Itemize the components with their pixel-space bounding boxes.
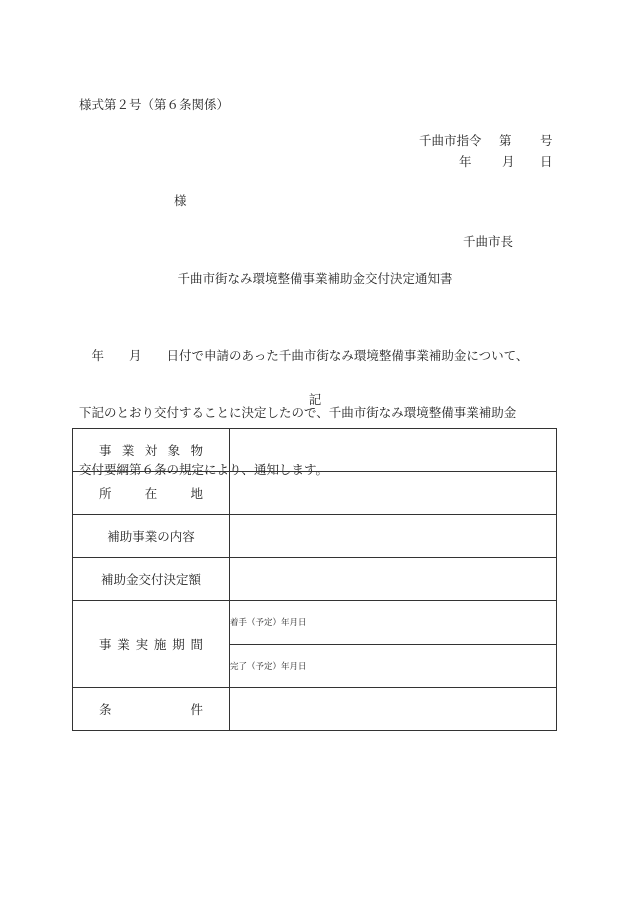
body-line-2: 下記のとおり交付することに決定したので、千曲市街なみ環境整備事業補助金 [79,405,517,420]
row-label-location [73,472,230,515]
doc-number-label: 千曲市指令 [419,133,482,148]
date-month: 月 [502,154,515,169]
row-value-period-start[interactable] [230,601,557,645]
row-label-target [73,429,230,472]
document-title: 千曲市街なみ環境整備事業補助金交付決定通知書 [177,271,453,286]
date-day: 日 [540,154,553,169]
row-label-amount [73,558,230,601]
details-table [72,428,557,731]
table-row [73,601,557,645]
table-row [73,515,557,558]
row-value-period-end[interactable] [230,644,557,688]
row-label-location-text: 所在地 [99,486,203,501]
body-line-3: 交付要綱第６条の規定により、通知します。 [79,462,329,477]
recipient-sama: 様 [174,193,187,208]
body-line-1: 年 月 日付で申請のあった千曲市街なみ環境整備事業補助金について、 [79,348,529,363]
row-value-amount[interactable] [230,558,557,601]
form-number: 様式第２号（第６条関係） [79,97,230,112]
row-label-period [73,601,230,688]
row-label-content-text: 補助事業の内容 [107,529,195,544]
row-label-target-text: 事業対象物 [99,443,203,458]
period-start-label: 着手（予定）年月日 [230,618,307,629]
table-row [73,688,557,731]
table-row [73,472,557,515]
row-value-conditions[interactable] [230,688,557,731]
doc-number-go: 号 [540,133,553,148]
row-value-location[interactable] [230,472,557,515]
issue-date-line [419,152,559,168]
table-row [73,558,557,601]
doc-number-dai: 第 [499,133,512,148]
row-label-conditions [73,688,230,731]
row-label-period-text: 事業実施期間 [99,637,203,652]
issuer-mayor: 千曲市長 [463,234,514,249]
row-value-target[interactable] [230,429,557,472]
row-value-content[interactable] [230,515,557,558]
row-label-amount-text: 補助金交付決定額 [100,572,201,587]
row-label-content [73,515,230,558]
table-row [73,429,557,472]
period-end-label: 完了（予定）年月日 [230,661,307,672]
ki-heading: 記 [308,392,322,407]
row-label-conditions-text: 条件 [99,702,203,717]
date-year: 年 [459,154,472,169]
